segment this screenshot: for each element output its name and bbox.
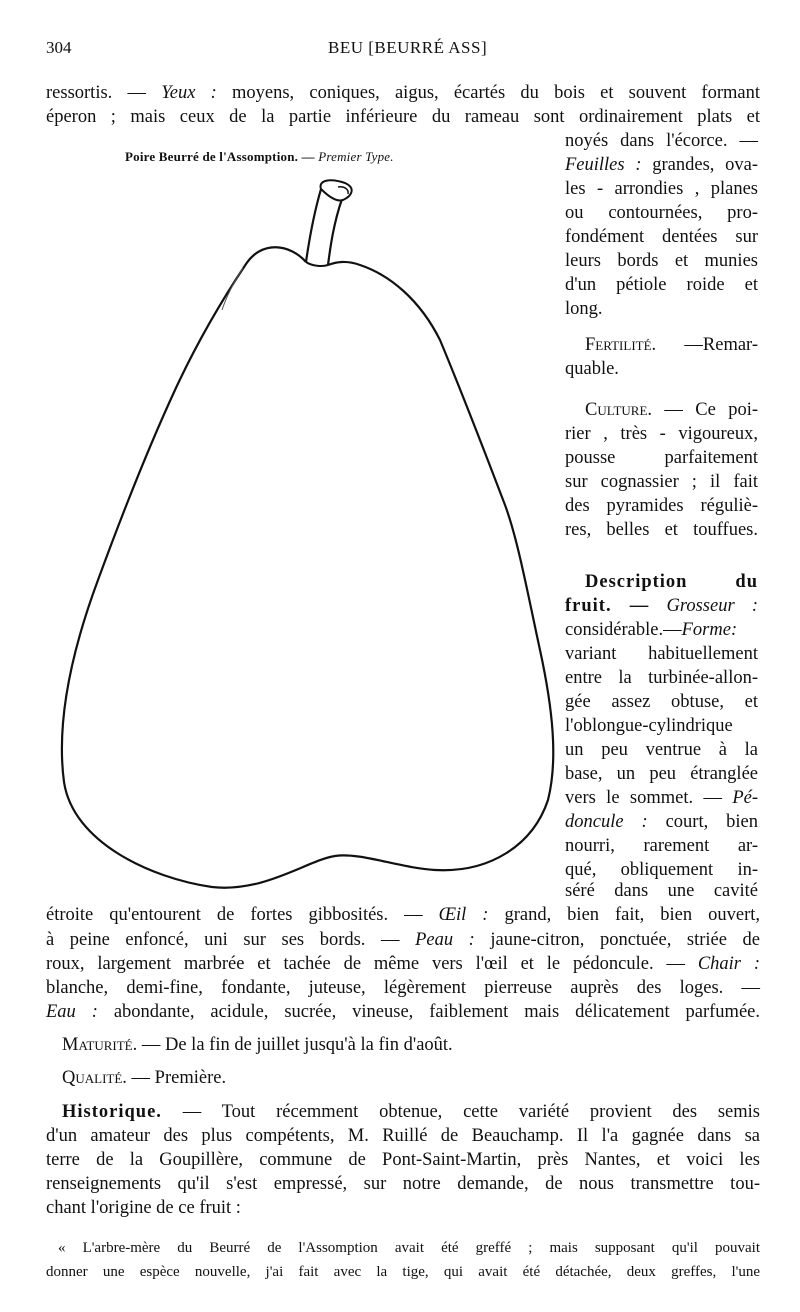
column-line: un peu ventrue à la (565, 740, 758, 760)
column-line: fondément dentées sur (565, 227, 758, 247)
column-line: gée assez obtuse, et (565, 692, 758, 712)
page-number: 304 (46, 38, 72, 57)
column-line: ou contournées, pro- (565, 203, 758, 223)
column-line: doncule : court, bien (565, 812, 758, 832)
quote-line: « L'arbre-mère du Beurré de l'Assomption avait été greffé ; mais supposant qu'il pouvait (58, 1240, 760, 1256)
column-line: qué, obliquement in- (565, 860, 758, 880)
text-line: chant l'origine de ce fruit : (46, 1198, 241, 1218)
column-line: les - arrondies , planes (565, 179, 758, 199)
maturity-line: Maturité. — De la fin de juillet jusqu'à la fin d'août. (62, 1035, 453, 1055)
column-line: l'oblongue-cylindrique (565, 716, 733, 736)
text-line: d'un amateur des plus compétents, M. Ruillé de Beauchamp. Il l'a gagnée dans sa (46, 1126, 760, 1146)
column-line: quable. (565, 359, 619, 379)
text-line: Eau : abondante, acidule, sucrée, vineuse, faiblement mais délicatement parfumée. (46, 1002, 760, 1022)
column-line: noyés dans l'écorce. — (565, 131, 758, 151)
column-line: entre la turbinée-allon- (565, 668, 758, 688)
column-line: séré dans une cavité (565, 881, 758, 901)
text-line: terre de la Goupillère, commune de Pont-Saint-Martin, près Nantes, et voici les (46, 1150, 760, 1170)
quality-line: Qualité. — Première. (62, 1068, 227, 1088)
text-line: Historique. — Tout récemment obtenue, cette variété provient des semis (62, 1102, 760, 1122)
column-line: des pyramides réguliè- (565, 496, 758, 516)
text-line: à peine enfoncé, uni sur ses bords. — Peau : jaune-citron, ponctuée, striée de (46, 930, 760, 950)
column-line: fruit. — Grosseur : (565, 596, 758, 616)
text-line: ressortis. — Yeux : moyens, coniques, aigus, écartés du bois et souvent formant (46, 83, 760, 103)
quote-line: donner une espèce nouvelle, j'ai fait avec la tige, qui avait été détachée, deux greffes, l'une (46, 1264, 760, 1280)
column-line: res, belles et touffues. (565, 520, 758, 540)
column-line: considérable.—Forme: (565, 620, 738, 640)
column-line: base, un peu étranglée (565, 764, 758, 784)
text-line: roux, largement marbrée et tachée de même vers l'œil et le pédoncule. — Chair : (46, 954, 760, 974)
running-head: BEU [BEURRÉ ASS] (328, 38, 488, 57)
column-line: Fertilité. —Remar- (585, 335, 758, 355)
column-line: sur cognassier ; il fait (565, 472, 758, 492)
text-line: renseignements qu'il s'est empressé, sur notre demande, de nous transmettre tou- (46, 1174, 760, 1194)
column-line: variant habituellement (565, 644, 758, 664)
column-line: rier , très - vigoureux, (565, 424, 758, 444)
column-line: d'un pétiole roide et (565, 275, 758, 295)
column-line: leurs bords et munies (565, 251, 758, 271)
column-line: pousse parfaitement (565, 448, 758, 468)
text-line: blanche, demi-fine, fondante, juteuse, légèrement pierreuse auprès des loges. — (46, 978, 760, 998)
figure-caption: Poire Beurré de l'Assomption. — Premier Type. (125, 149, 394, 164)
column-line: nourri, rarement ar- (565, 836, 758, 856)
column-line: vers le sommet. — Pé- (565, 788, 758, 808)
column-line: Feuilles : grandes, ova- (565, 155, 758, 175)
text-line: étroite qu'entourent de fortes gibbosités. — Œil : grand, bien fait, bien ouvert, (46, 905, 760, 925)
column-line: Culture. — Ce poi- (585, 400, 758, 420)
column-line: long. (565, 299, 603, 319)
text-line: éperon ; mais ceux de la partie inférieure du rameau sont ordinairement plats et (46, 107, 760, 127)
column-line: Description du (585, 572, 758, 592)
